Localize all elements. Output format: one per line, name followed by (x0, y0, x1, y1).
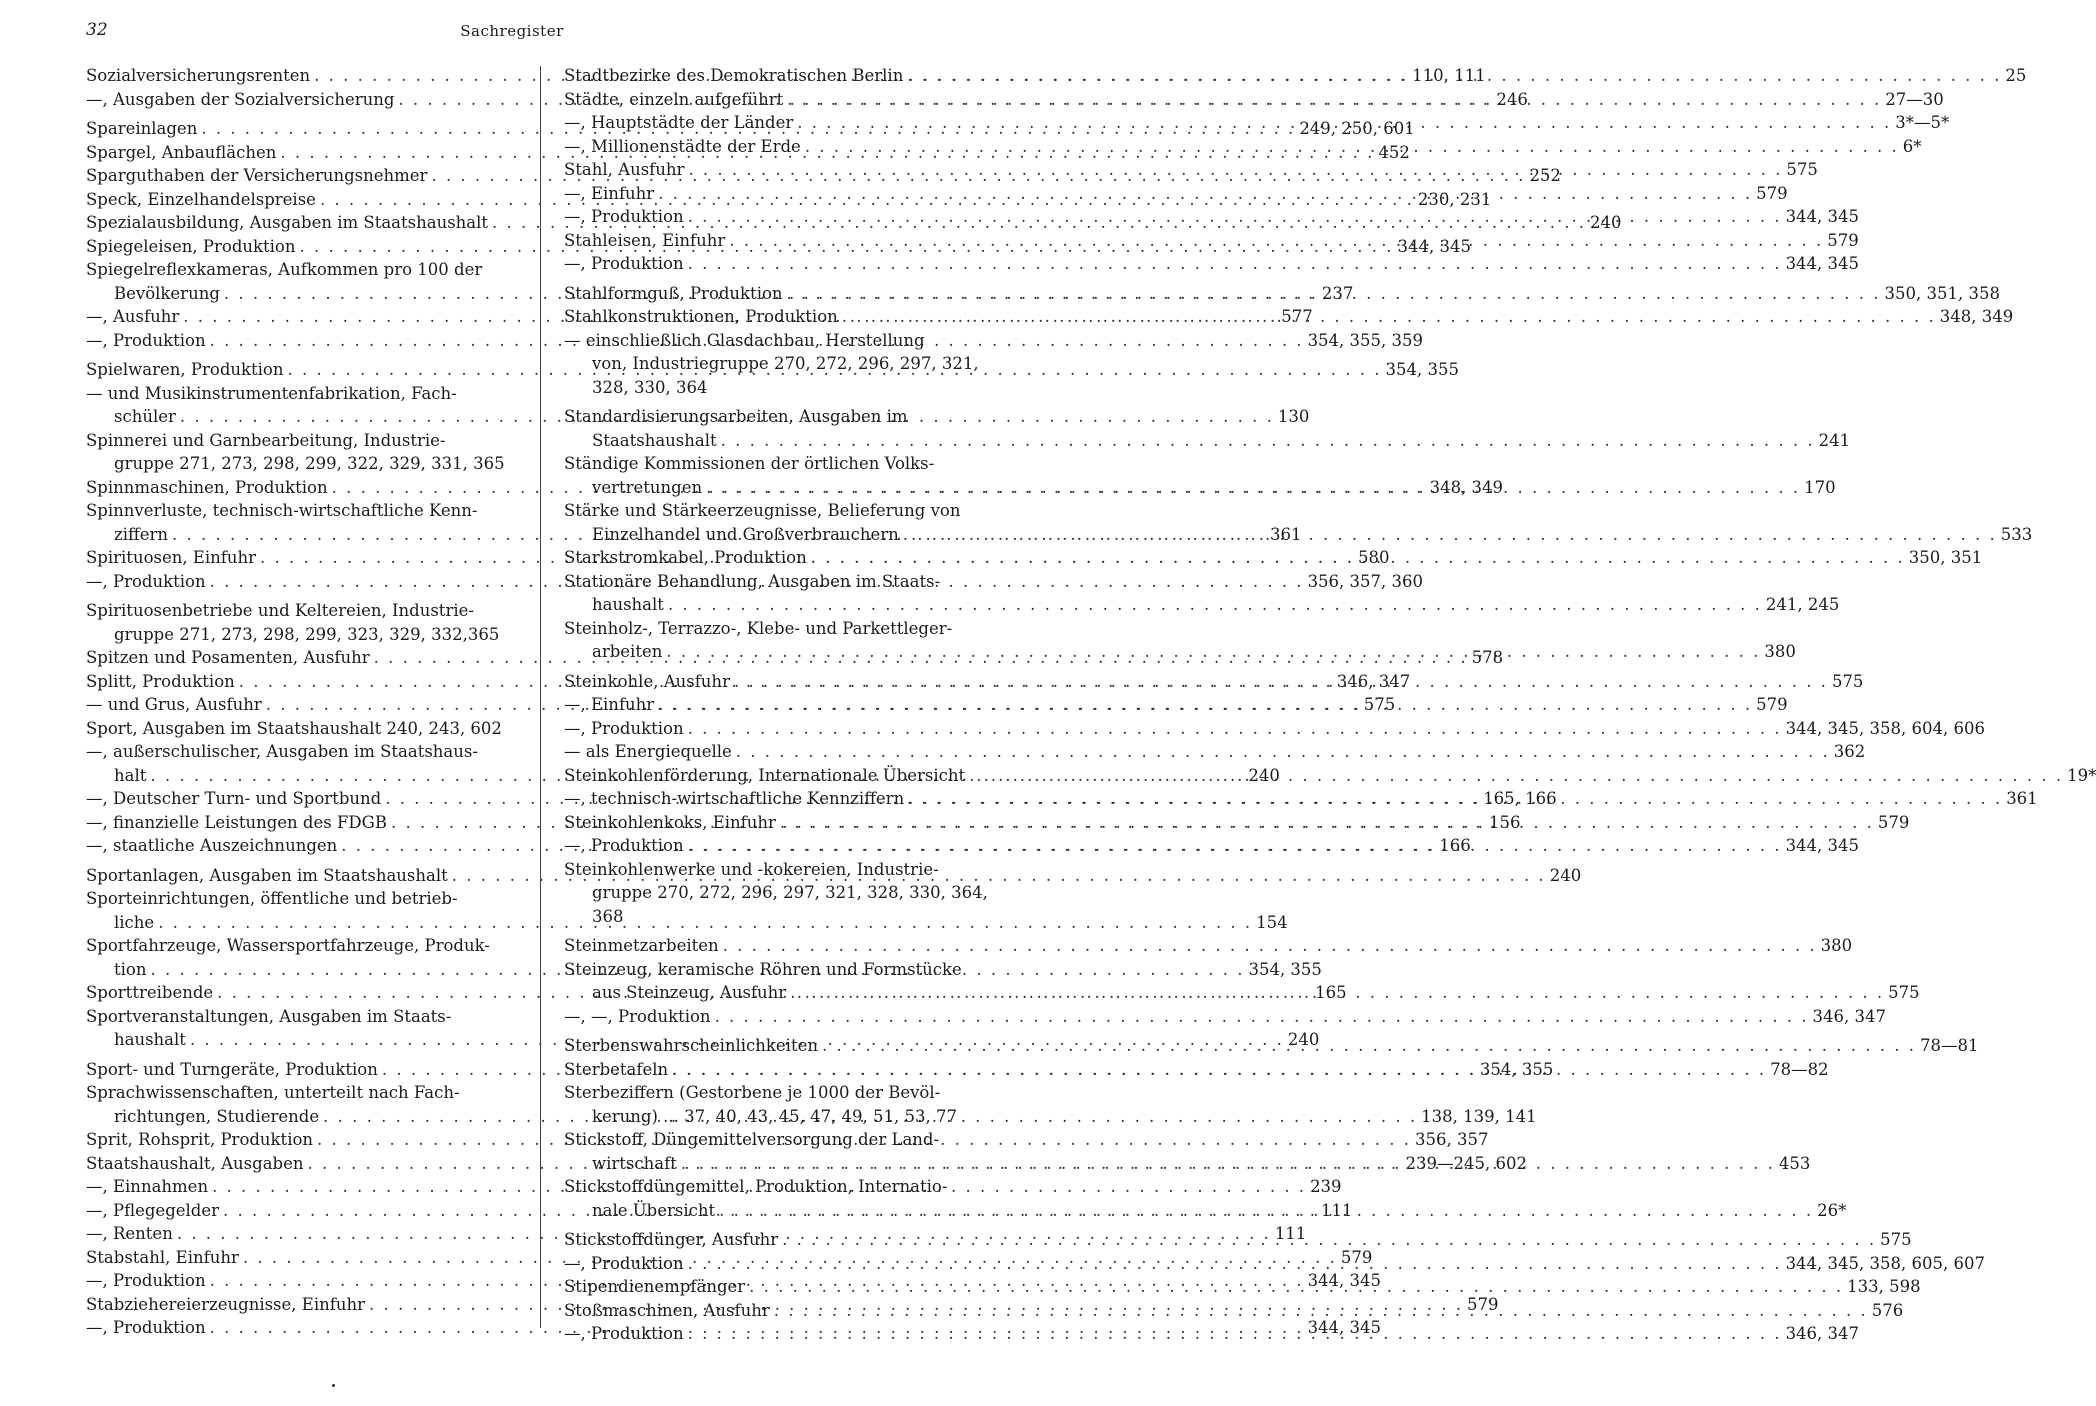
entry-term: Sterbenswahrscheinlichkeiten (564, 1036, 818, 1055)
entry-term: Sporteinrichtungen, öffentliche und betrieb- (86, 889, 458, 908)
page-reference: 579 (1756, 695, 1788, 714)
page-reference: 252 (1529, 166, 1561, 185)
entry-line (564, 740, 1866, 764)
page-reference: 246 (1496, 89, 1528, 109)
page-reference: 354, 355 (1248, 959, 1322, 979)
entry-term: —, Einfuhr (564, 183, 655, 203)
dot-leader (969, 764, 2063, 788)
entry-line (564, 329, 988, 353)
dot-leader (782, 1228, 1876, 1252)
page-reference: 579 (1340, 1247, 1373, 1267)
entry-term: Sterbeziffern (Gestorbene je 1000 der Bevöl- (564, 1083, 941, 1102)
entry-term: Stickstoffdünger, Ausfuhr (564, 1230, 779, 1249)
page-reference: 452 (1378, 142, 1410, 162)
entry-term: arbeiten (592, 642, 663, 661)
entry-term: Splitt, Produktion (86, 671, 235, 691)
entry-line (564, 570, 988, 594)
dot-leader (790, 981, 1884, 1005)
page-reference: 354, 355 (1385, 360, 1459, 379)
entry-term: Stärke und Stärkeerzeugnisse, Belieferung von (564, 501, 961, 520)
entry-line (86, 599, 506, 623)
dot-leader (734, 670, 1828, 694)
page-reference: 346, 347 (1336, 671, 1411, 691)
entry-term: Steinholz-, Terrazzo-, Klebe- und Parkettleger- (564, 618, 953, 638)
page-reference: 230, 231 (1417, 189, 1492, 209)
entry-term: tion (114, 959, 147, 979)
entry-term: Städte, einzeln aufgeführt (564, 89, 784, 109)
page-reference: 111 (1321, 1200, 1353, 1220)
page-reference: 344, 345 (1785, 207, 1860, 226)
page-reference: 78—82 (1770, 1059, 1829, 1079)
dot-leader (688, 717, 1782, 741)
page-reference: 240 (1590, 213, 1622, 232)
index-entry (564, 934, 1853, 958)
entry-term: Spareinlagen (86, 119, 198, 138)
entry-line (86, 499, 506, 523)
entry-term: — einschließlich Glasdachbau, Herstellung (564, 330, 925, 350)
entry-term: —, —, Produktion (564, 1006, 711, 1026)
entry-term: gruppe 271, 273, 298, 299, 323, 329, 332,365 (114, 624, 500, 644)
entry-term: Stoßmaschinen, Ausfuhr (564, 1300, 770, 1320)
index-entry (86, 717, 506, 741)
dot-leader (721, 429, 1815, 453)
page-reference: 26* (1817, 1200, 1847, 1220)
dot-leader (688, 252, 1782, 276)
entry-term: —, außerschulischer, Ausgaben im Staatshaus- (86, 742, 478, 761)
entry-line (86, 887, 506, 911)
entry-term: Staatshaushalt, Ausgaben (86, 1153, 304, 1173)
entry-term: Sterbetafeln (564, 1059, 669, 1079)
page-reference: 239—245, 602 (1405, 1153, 1527, 1173)
entry-line (564, 617, 988, 641)
entry-term: —, Renten (86, 1224, 173, 1243)
entry-term: gruppe 270, 272, 296, 297, 321, 328, 330, 364, (592, 883, 988, 902)
index-entry (564, 329, 988, 400)
page-reference: 249, 250, 601 (1299, 119, 1415, 138)
entry-term: Stahlformguß, Produktion (564, 283, 783, 303)
dot-leader (688, 1252, 1782, 1276)
entry-term: vertretungen (592, 477, 703, 497)
entry-term: gruppe 271, 273, 298, 299, 322, 329, 331, 365 (114, 454, 505, 473)
dot-leader (719, 1199, 1813, 1223)
entry-line (564, 429, 1851, 453)
page-reference: 78—81 (1919, 1036, 1979, 1055)
entry-term: Spitzen und Posamenten, Ausfuhr (86, 648, 370, 667)
page-reference: 580 (1358, 548, 1390, 567)
dot-leader (805, 135, 1899, 159)
index-entry (86, 429, 506, 476)
entry-line (86, 1316, 1382, 1340)
entry-term: Stabziehereierzeugnisse, Einfuhr (86, 1294, 365, 1314)
entry-term: Sportanlagen, Ausgaben im Staatshaushalt (86, 865, 448, 885)
dot-leader (822, 1034, 1916, 1058)
page-reference: 361 (2006, 789, 2038, 808)
page-reference: 154 (1256, 912, 1288, 932)
page-number: 32 (86, 20, 108, 40)
entry-term: —, Ausfuhr (86, 307, 180, 326)
page-reference: 166 (1439, 836, 1471, 855)
page-reference: 453 (1778, 1153, 1811, 1173)
entry-line (564, 405, 988, 429)
page-reference: 344, 345 (1307, 1271, 1382, 1290)
column-divider (540, 66, 541, 1328)
page-reference: 575 (1888, 983, 1920, 1002)
page-reference: 27—30 (1885, 89, 1944, 109)
entry-term: Sportveranstaltungen, Ausgaben im Staats- (86, 1006, 452, 1026)
entry-term: —, Produktion (564, 1253, 684, 1273)
entry-term: Stahlkonstruktionen, Produktion (564, 307, 838, 326)
page-reference: 361 (1269, 524, 1302, 544)
entry-line (564, 252, 1860, 276)
page-reference: 6* (1902, 136, 1922, 156)
entry-line (564, 593, 1840, 617)
entry-term: ziffern (114, 524, 168, 544)
entry-term: —, finanzielle Leistungen des FDGB (86, 812, 387, 832)
index-entry (564, 1081, 988, 1128)
entry-line (564, 958, 988, 982)
entry-term: Sozialversicherungsrenten (86, 66, 311, 85)
dot-leader (688, 158, 1782, 182)
page-reference: 579 (1466, 1294, 1499, 1314)
page-reference: 579 (1877, 812, 1910, 832)
entry-term: Stickstoff, Düngemittelversorgung der Land- (564, 1130, 940, 1149)
entry-term: Einzelhandel und Großverbrauchern (592, 524, 899, 544)
dot-leader (723, 934, 1817, 958)
entry-term: Sport- und Turngeräte, Produktion (86, 1059, 378, 1079)
entry-term: —, Produktion (564, 254, 684, 273)
entry-line (564, 376, 988, 400)
page-reference: 344, 345, 358, 605, 607 (1785, 1253, 1985, 1273)
page-reference: 133, 598 (1847, 1277, 1921, 1296)
index-entry (564, 740, 1866, 764)
entry-term: Steinkohle, Ausfuhr (564, 671, 730, 691)
entry-term: Sprachwissenschaften, unterteilt nach Fach- (86, 1083, 460, 1102)
entry-term: —, Produktion (564, 1324, 684, 1343)
page-reference: 110, 111 (1412, 66, 1486, 85)
page-reference: 576 (1871, 1300, 1904, 1320)
entry-line (564, 1005, 1887, 1029)
page-reference: 380 (1820, 936, 1853, 955)
entry-term: schüler (114, 407, 176, 426)
entry-term: Steinzeug, keramische Röhren und Formstücke (564, 959, 962, 979)
dot-leader (774, 1299, 1868, 1323)
entry-line (564, 499, 988, 523)
dot-leader (903, 523, 1997, 547)
dot-leader (729, 229, 1823, 253)
index-entry (86, 599, 506, 646)
page-reference: 237 (1321, 283, 1354, 303)
entry-term: Standardisierungsarbeiten, Ausgaben im (564, 407, 908, 426)
dot-leader (780, 811, 1874, 835)
entry-line (564, 858, 988, 882)
entry-term: Stahleisen, Einfuhr (564, 230, 726, 250)
entry-term: —, Produktion (86, 1271, 206, 1290)
page-reference: 575 (1786, 160, 1818, 179)
page-reference: 240 (1549, 865, 1582, 885)
entry-line (86, 258, 506, 282)
index-entry (86, 1316, 1382, 1340)
entry-term: kerung) ... 37, 40, 43, 45, 47, 49, 51, 53, 77 (592, 1106, 958, 1126)
entry-term: — als Energiequelle (564, 742, 732, 761)
entry-term: Sporttreibende (86, 983, 214, 1002)
page-reference: 241, 245 (1765, 595, 1840, 614)
page-reference: 344, 345, 358, 604, 606 (1785, 718, 1985, 738)
entry-term: 328, 330, 364 (592, 377, 708, 397)
entry-term: — und Musikinstrumentenfabrikation, Fach- (86, 383, 457, 403)
entry-term: Spielwaren, Produktion (86, 360, 284, 379)
page-reference: 170 (1804, 477, 1836, 497)
page-reference: 350, 351, 358 (1884, 283, 2000, 303)
dot-leader (811, 546, 1905, 570)
entry-term: Staatshaushalt (592, 430, 717, 450)
page-reference: 350, 351 (1908, 548, 1983, 567)
page-reference: 3*—5* (1895, 113, 1950, 132)
page-reference: 579 (1827, 230, 1859, 250)
entry-line (564, 1105, 988, 1129)
entry-line (86, 452, 506, 476)
entry-term: Stadtbezirke des Demokratischen Berlin (564, 66, 904, 85)
page-reference: 348, 349 (1939, 307, 2014, 326)
index-entry (564, 858, 988, 929)
page-reference: 346, 347 (1812, 1006, 1887, 1026)
entry-term: — und Grus, Ausfuhr (86, 695, 262, 714)
page-reference: 577 (1281, 307, 1313, 326)
index-entry (564, 252, 1860, 276)
entry-term: haushalt (114, 1030, 186, 1049)
page-reference: 354, 355, 359 (1307, 330, 1424, 350)
entry-term: Stationäre Behandlung, Ausgaben im Staats- (564, 571, 941, 591)
entry-term: Bevölkerung (114, 283, 220, 303)
entry-line (86, 1081, 506, 1105)
page-reference: 130 (1277, 407, 1310, 426)
entry-term: aus Steinzeug, Ausfuhr (592, 983, 787, 1002)
entry-term: Starkstromkabel, Produktion (564, 548, 807, 567)
entry-term: —, Produktion (564, 718, 684, 738)
print-speck (332, 1384, 335, 1387)
page-reference: 165 (1315, 983, 1347, 1002)
entry-line (86, 382, 506, 406)
entry-line (86, 740, 506, 764)
entry-line (564, 717, 1985, 741)
index-entry (564, 717, 1985, 741)
entry-term: —, technisch-wirtschaftliche Kennziffern (564, 789, 905, 808)
dot-leader (842, 305, 1936, 329)
entry-term: —, Millionenstädte der Erde (564, 136, 801, 156)
entry-line (86, 623, 506, 647)
page-reference: 19* (2067, 765, 2096, 785)
entry-term: Ständige Kommissionen der örtlichen Volks- (564, 454, 935, 473)
page-reference: 380 (1764, 642, 1796, 661)
page-reference: 575 (1880, 1230, 1912, 1249)
page-reference: 348, 349 (1429, 477, 1504, 497)
entry-term: —, Einfuhr (564, 695, 655, 714)
entry-term: —, Ausgaben der Sozialversicherung (86, 89, 395, 109)
entry-term: Stabstahl, Einfuhr (86, 1247, 239, 1267)
page-reference: 354, 355 (1479, 1059, 1554, 1079)
page-reference: 165, 166 (1483, 789, 1557, 808)
page-reference: 579 (1756, 183, 1788, 203)
entry-term: Sparguthaben der Versicherungsnehmer (86, 166, 428, 185)
entry-line (564, 934, 1853, 958)
entry-term: Spiegelreflexkameras, Aufkommen pro 100 der (86, 260, 483, 279)
entry-term: von, Industriegruppe 270, 272, 296, 297, 321, (592, 354, 979, 373)
entry-line (564, 452, 988, 476)
dot-leader (666, 640, 1760, 664)
entry-line (564, 1081, 988, 1105)
entry-term: Stahl, Ausfuhr (564, 160, 685, 179)
entry-term: halt (114, 765, 147, 785)
page-reference: 344, 345 (1785, 836, 1860, 855)
dot-leader (907, 64, 2001, 88)
entry-line (86, 1005, 506, 1029)
entry-term: Steinkohlenkoks, Einfuhr (564, 812, 776, 832)
page-reference: 138, 139, 141 (1421, 1106, 1537, 1126)
entry-term: —, Produktion (86, 1318, 206, 1337)
page-reference: 25 (2005, 66, 2027, 85)
entry-term: —, Produktion (86, 330, 206, 350)
entry-term: —, Hauptstädte der Länder (564, 113, 794, 132)
entry-term: —, Produktion (86, 571, 206, 591)
dot-leader (688, 834, 1782, 858)
entry-term: Steinkohlenförderung, Internationale Übersicht (564, 765, 966, 785)
dot-leader (908, 787, 2002, 811)
page-reference: 344, 345 (1307, 1318, 1382, 1337)
entry-line (564, 352, 988, 376)
entry-term: Spinnmaschinen, Produktion (86, 477, 328, 497)
entry-term: Spirituosenbetriebe und Keltereien, Industrie- (86, 601, 474, 620)
entry-term: Stipendienempfänger (564, 1277, 746, 1296)
entry-line (564, 1128, 988, 1152)
entry-term: Steinkohlenwerke und -kokereien, Industrie- (564, 859, 939, 879)
page-reference: 346, 347 (1785, 1324, 1860, 1343)
entry-term: Spiegeleisen, Produktion (86, 236, 296, 256)
page-reference: 240 (1248, 765, 1280, 785)
entry-term: haushalt (592, 595, 664, 614)
dot-leader (797, 111, 1891, 135)
dot-leader (681, 1152, 1775, 1176)
entry-line (564, 905, 988, 929)
entry-term: Spinnverluste, technisch-wirtschaftliche Kenn- (86, 501, 478, 520)
entry-term: wirtschaft (592, 1153, 677, 1173)
dot-leader (706, 476, 1800, 500)
entry-term: Spargel, Anbauflächen (86, 142, 277, 162)
entry-term: nale Übersicht (592, 1200, 716, 1220)
page-reference: 156 (1488, 812, 1521, 832)
entry-term: Stickstoffdüngemittel, Produktion, Internatio- (564, 1177, 948, 1196)
page-reference: 533 (2000, 524, 2033, 544)
entry-term: Spezialausbildung, Ausgaben im Staatshaushalt (86, 213, 489, 232)
page-reference: 344, 345 (1785, 254, 1860, 273)
entry-term: Sport, Ausgaben im Staatshaushalt 240, 243, 602 (86, 718, 502, 738)
entry-term: Steinmetzarbeiten (564, 936, 719, 955)
dot-leader (749, 1275, 1843, 1299)
page-reference: 344, 345 (1397, 236, 1471, 256)
dot-leader (658, 182, 1752, 206)
running-header: Sachregister (460, 22, 564, 40)
entry-term: —, Einnahmen (86, 1177, 209, 1196)
page-reference: 575 (1831, 671, 1864, 691)
page-reference: 362 (1833, 742, 1866, 761)
entry-term: —, Produktion (564, 207, 684, 226)
entry-line (86, 934, 506, 958)
index-entry (564, 1005, 1887, 1029)
dot-leader (736, 740, 1830, 764)
entry-term: Speck, Einzelhandelspreise (86, 189, 316, 209)
entry-term: —, Deutscher Turn- und Sportbund (86, 789, 382, 808)
dot-leader (787, 282, 1881, 306)
dot-leader (658, 693, 1752, 717)
entry-line (86, 717, 506, 741)
entry-term: —, Pflegegelder (86, 1200, 220, 1220)
dot-leader (668, 593, 1762, 617)
entry-term: —, Produktion (564, 836, 684, 855)
entry-line (564, 881, 988, 905)
dot-leader (688, 1322, 1782, 1346)
entry-term: Sportfahrzeuge, Wassersportfahrzeuge, Produk- (86, 936, 490, 955)
page-reference: 239 (1310, 1177, 1342, 1196)
entry-term: Sprit, Rohsprit, Produktion (86, 1130, 314, 1149)
page-reference: 241 (1818, 430, 1851, 450)
page-reference: 575 (1363, 695, 1396, 714)
dot-leader (787, 88, 1881, 112)
page-reference: 578 (1471, 648, 1504, 667)
page-reference: 111 (1274, 1224, 1307, 1243)
entry-term: liche (114, 912, 155, 932)
page-reference: 356, 357 (1415, 1130, 1489, 1149)
entry-line (86, 429, 506, 453)
page-reference: 356, 357, 360 (1307, 571, 1424, 591)
entry-term: 368 (592, 906, 624, 926)
entry-term: —, staatliche Auszeichnungen (86, 836, 338, 855)
page-reference: 240 (1287, 1030, 1320, 1049)
dot-leader (715, 1005, 1809, 1029)
dot-leader (672, 1058, 1766, 1082)
dot-leader (688, 205, 1782, 229)
entry-term: Spirituosen, Einfuhr (86, 548, 257, 567)
entry-term: Spinnerei und Garnbearbeitung, Industrie- (86, 430, 446, 450)
entry-term: richtungen, Studierende (114, 1106, 320, 1126)
entry-line (564, 1175, 988, 1199)
